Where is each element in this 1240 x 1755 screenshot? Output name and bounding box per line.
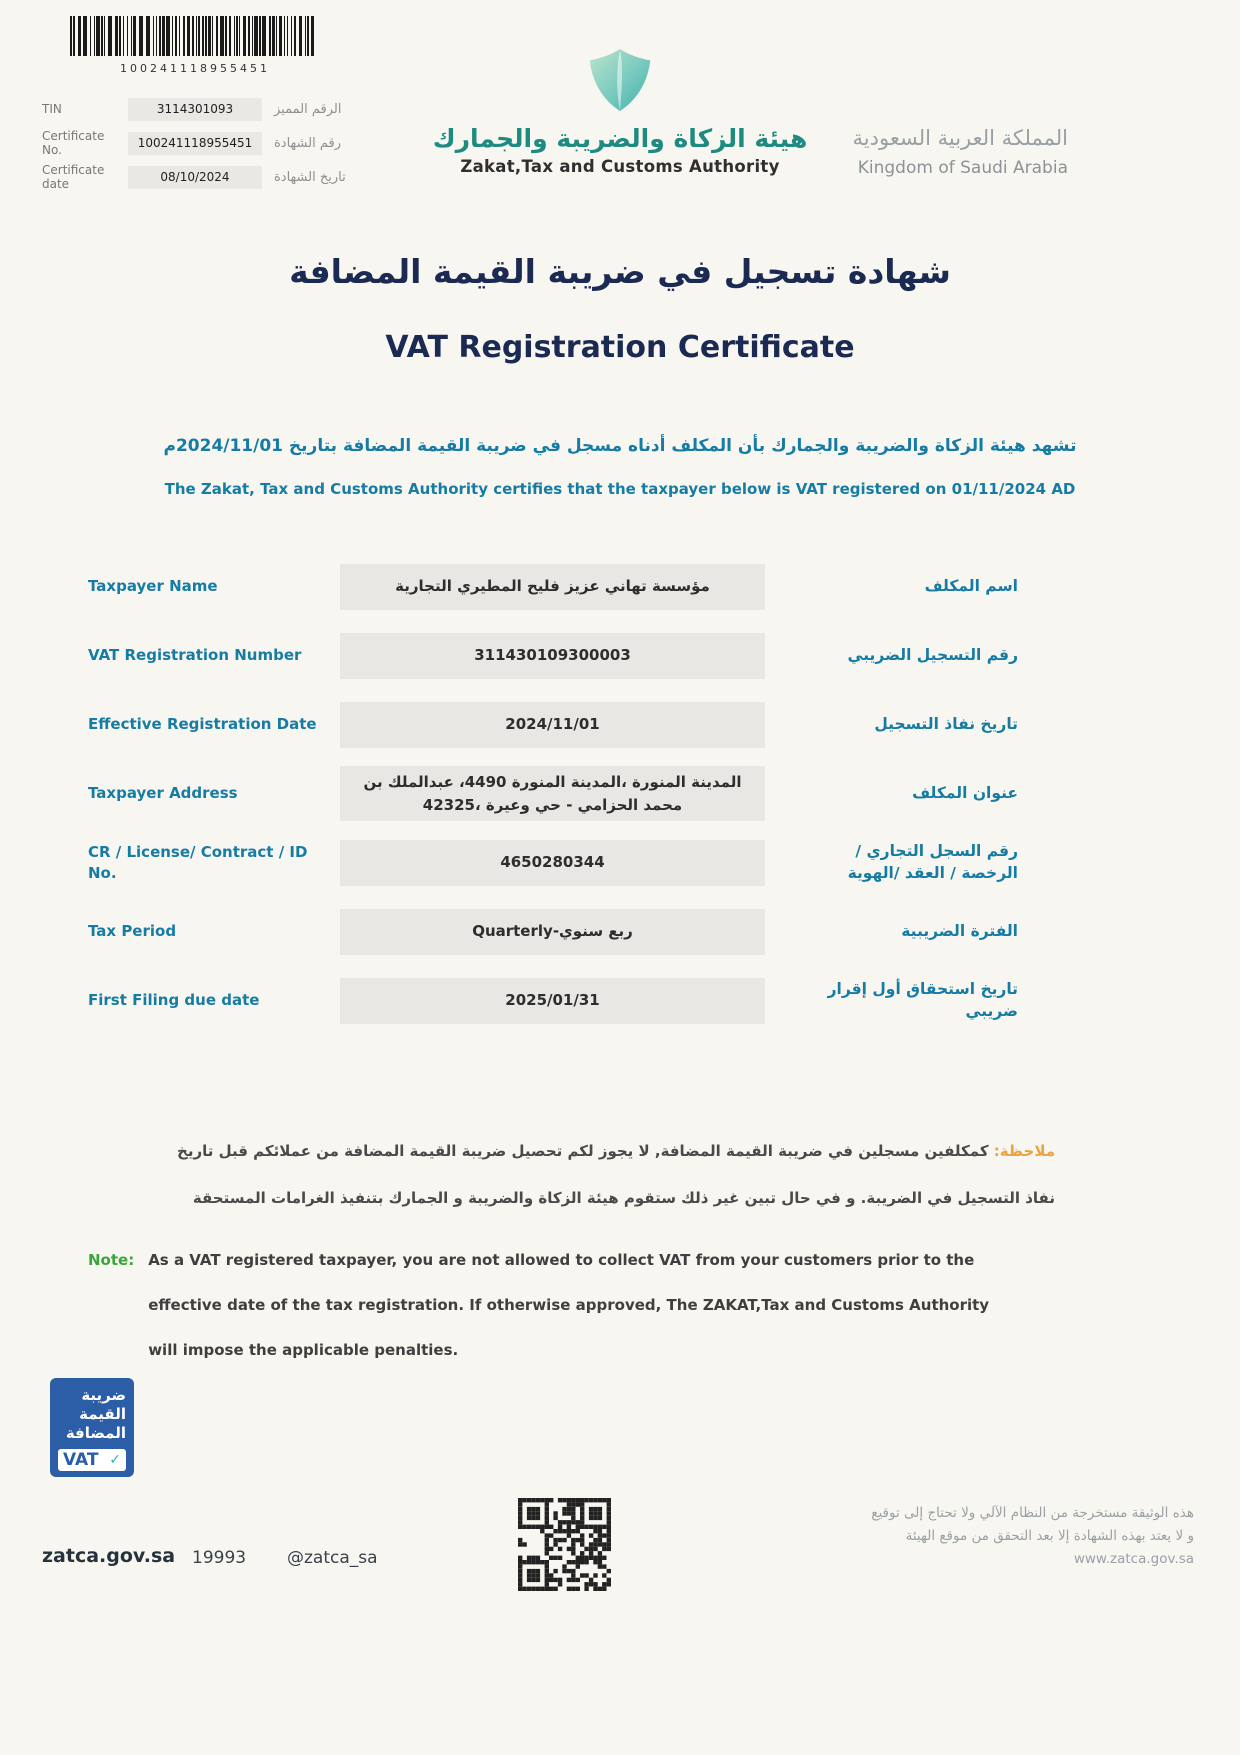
table-row-cr-number: [0, 828, 1240, 897]
vat-number-value: 311430109300003: [340, 633, 765, 679]
note-arabic-label: ملاحظة:: [993, 1142, 1055, 1160]
tax-period-value: ربع سنوي-Quarterly: [340, 909, 765, 955]
certificate-date-label-en: Certificate date: [42, 163, 105, 191]
taxpayer-name-value: مؤسسة تهاني عزيز فليح المطيري التجارية: [340, 564, 765, 610]
vat-logo-word: VAT: [63, 1450, 99, 1470]
disclaimer-line2: و لا يعتد بهذه الشهادة إلا بعد التحقق من موقع الهيئة: [905, 1528, 1194, 1544]
taxpayer-address-value: المدينة المنورة ،المدينة المنورة 4490، عبدالملك بن محمد الحزامي - حي وعيرة ،42325: [340, 766, 765, 821]
note-english-text: As a VAT registered taxpayer, you are not allowed to collect VAT from your customers prior to the effective date of the tax registration. If otherwise approved, The ZAKAT,Tax and Customs Authority will impose the applicable penalties.: [148, 1251, 990, 1359]
tin-label-ar: الرقم المميز: [274, 101, 342, 117]
certificate-title-arabic: شهادة تسجيل في ضريبة القيمة المضافة: [289, 252, 951, 291]
note-arabic: [175, 1128, 1055, 1222]
kingdom-name-arabic: المملكة العربية السعودية: [852, 126, 1068, 150]
certificate-no-value: 100241118955451: [128, 132, 262, 155]
footer-disclaimer: [871, 1502, 1194, 1571]
kingdom-block: [853, 126, 1068, 178]
note-english-label: Note:: [88, 1251, 135, 1269]
first-filing-value: 2025/01/31: [340, 978, 765, 1024]
note-arabic-text: كمكلفين مسجلين في ضريبة القيمة المضافة, لا يجوز لكم تحصيل ضريبة القيمة المضافة من عملائكم قبل تاريخ نفاذ التسجيل في الضريبة. و في حال تبين غير ذلك ستقوم هيئة الزكاة والضريبة و الجمارك بتنفيذ الغرامات المستحقة: [177, 1142, 1055, 1207]
taxpayer-name-label-en: Taxpayer Name: [88, 577, 218, 596]
effective-date-label-ar: تاريخ نفاذ التسجيل: [874, 714, 1018, 733]
qr-code: [518, 1498, 611, 1591]
vat-logo-line1: ضريبة: [81, 1386, 126, 1404]
vat-logo-strip: [58, 1449, 126, 1471]
vat-logo-line2: القيمة: [79, 1405, 126, 1423]
certificate-date-label-ar: تاريخ الشهادة: [274, 169, 346, 185]
table-row-effective-date: [0, 690, 1240, 759]
authority-name-arabic: هيئة الزكاة والضريبة والجمارك: [432, 124, 808, 153]
tin-label-en: TIN: [42, 102, 62, 116]
cr-number-label-en: CR / License/ Contract / ID No.: [88, 843, 308, 882]
certify-statement-english: The Zakat, Tax and Customs Authority certifies that the taxpayer below is VAT registered on 01/11/2024 AD: [164, 480, 1076, 498]
table-row-taxpayer-address: [0, 759, 1240, 828]
kingdom-name-english: Kingdom of Saudi Arabia: [857, 158, 1068, 178]
certify-statement-arabic: تشهد هيئة الزكاة والضريبة والجمارك بأن المكلف أدناه مسجل في ضريبة القيمة المضافة بتاريخ 2024/11/01م: [163, 436, 1077, 456]
tax-period-label-en: Tax Period: [88, 922, 177, 941]
vat-number-label-en: VAT Registration Number: [88, 646, 302, 665]
certificate-no-label-ar: رقم الشهادة: [274, 135, 341, 151]
disclaimer-line1: هذه الوثيقة مستخرجة من النظام الآلي ولا تحتاج إلى توقيع: [871, 1505, 1194, 1521]
certificate-no-label-en: Certificate No.: [42, 129, 105, 157]
table-row-taxpayer-name: [0, 552, 1240, 621]
vat-number-label-ar: رقم التسجيل الضريبي: [847, 645, 1018, 664]
footer-social-handle: @zatca_sa: [287, 1548, 378, 1568]
barcode-number: 100241118955451: [120, 62, 270, 75]
table-row-first-filing: [0, 966, 1240, 1035]
taxpayer-name-label-ar: اسم المكلف: [924, 576, 1018, 595]
authority-name-english: Zakat,Tax and Customs Authority: [460, 157, 780, 176]
certificate-date-value: 08/10/2024: [128, 166, 262, 189]
note-english: [88, 1238, 993, 1373]
table-row-tax-period: [0, 897, 1240, 966]
vat-logo-arabic: [58, 1386, 126, 1443]
first-filing-label-en: First Filing due date: [88, 991, 260, 1010]
cr-number-label-ar: رقم السجل التجاري / الرخصة / العقد /الهوية: [847, 841, 1018, 882]
footer-phone: 19993: [192, 1548, 247, 1568]
certificate-title-english: VAT Registration Certificate: [385, 330, 855, 365]
cr-number-value: 4650280344: [340, 840, 765, 886]
effective-date-value: 2024/11/01: [340, 702, 765, 748]
taxpayer-address-label-ar: عنوان المكلف: [912, 783, 1018, 802]
footer-website: zatca.gov.sa: [42, 1545, 176, 1567]
check-icon: ✓: [109, 1452, 121, 1468]
disclaimer-url: www.zatca.gov.sa: [1073, 1551, 1194, 1567]
vat-logo: [50, 1378, 134, 1477]
tax-period-label-ar: الفترة الضريبية: [901, 921, 1018, 940]
table-row-vat-number: [0, 621, 1240, 690]
taxpayer-address-label-en: Taxpayer Address: [88, 784, 238, 803]
effective-date-label-en: Effective Registration Date: [88, 715, 317, 734]
zatca-shield-icon: [582, 99, 658, 118]
vat-logo-line3: المضافة: [65, 1424, 126, 1442]
tin-value: 3114301093: [128, 98, 262, 121]
details-table: [0, 552, 1240, 1035]
first-filing-label-ar: تاريخ استحقاق أول إقرار ضريبي: [827, 979, 1018, 1020]
